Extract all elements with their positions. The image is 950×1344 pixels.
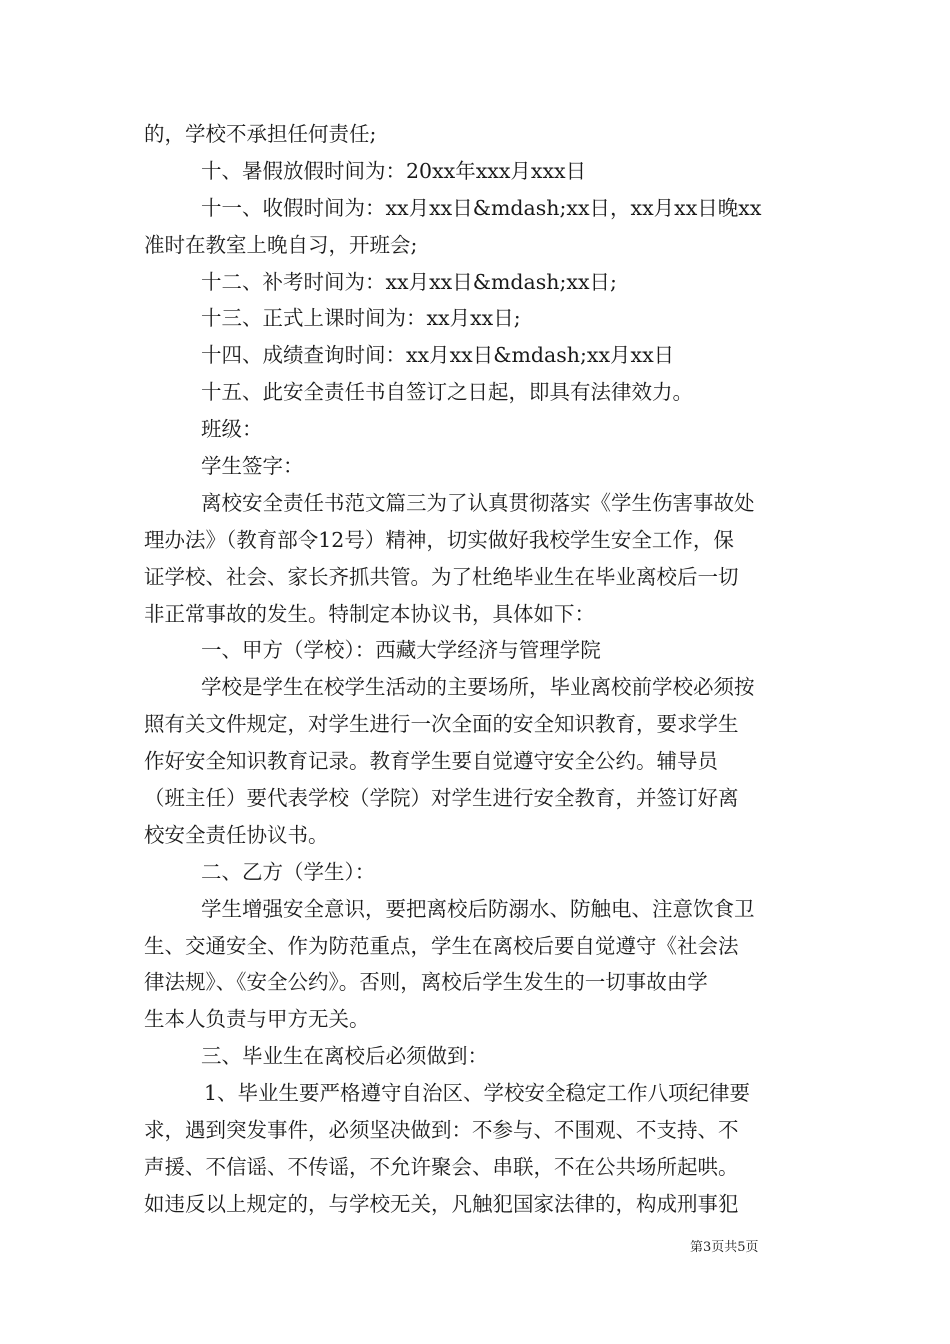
document-body	[144, 116, 812, 1223]
page-footer: 第3页共5页	[690, 1240, 759, 1255]
text-line: 照有关文件规定，对学生进行一次全面的安全知识教育，要求学生	[144, 712, 739, 737]
text-line: 求，遇到突发事件，必须坚决做到：不参与、不围观、不支持、不	[144, 1118, 739, 1143]
text-line: 作好安全知识教育记录。教育学生要自觉遵守安全公约。辅导员	[144, 749, 718, 774]
text-line: 准时在教室上晚自习，开班会;	[144, 232, 418, 257]
text-line: 学生签字：	[201, 454, 304, 479]
text-line: 十一、收假时间为：xx月xx日&mdash;xx日，xx月xx日晚xx	[201, 195, 762, 220]
text-line: 生、交通安全、作为防范重点，学生在离校后要自觉遵守《社会法	[144, 933, 739, 958]
text-line: 二、乙方（学生）：	[201, 859, 376, 884]
text-line: 十三、正式上课时间为：xx月xx日;	[201, 306, 521, 331]
text-line: 十五、此安全责任书自签订之日起，即具有法律效力。	[201, 380, 693, 405]
text-line: 校安全责任协议书。	[144, 822, 329, 847]
text-line: 十、暑假放假时间为：20xx年xxx月xxx日	[201, 158, 587, 183]
text-line: 非正常事故的发生。特制定本协议书，具体如下：	[144, 601, 595, 626]
text-line: 十四、成绩查询时间：xx月xx日&mdash;xx月xx日	[201, 343, 675, 368]
text-line: 证学校、社会、家长齐抓共管。为了杜绝毕业生在毕业离校后一切	[144, 564, 739, 589]
text-line: 1、毕业生要严格遵守自治区、学校安全稳定工作八项纪律要	[204, 1081, 751, 1106]
text-line: 生本人负责与甲方无关。	[144, 1007, 370, 1032]
text-line: 离校安全责任书范文篇三为了认真贯彻落实《学生伤害事故处	[201, 490, 755, 515]
text-line: 的，学校不承担任何责任;	[144, 122, 377, 146]
text-line: 如违反以上规定的，与学校无关，凡触犯国家法律的，构成刑事犯	[144, 1191, 739, 1216]
text-line: 理办法》（教育部令12号）精神，切实做好我校学生安全工作，保	[144, 527, 734, 552]
text-line: 学生增强安全意识，要把离校后防溺水、防触电、注意饮食卫	[201, 896, 755, 921]
text-line: 学校是学生在校学生活动的主要场所，毕业离校前学校必须按	[201, 675, 755, 700]
text-line: 三、毕业生在离校后必须做到：	[201, 1044, 488, 1069]
text-line: 一、甲方（学校）：西藏大学经济与管理学院	[201, 638, 601, 663]
text-line: 班级：	[201, 417, 263, 442]
text-line: （班主任）要代表学校（学院）对学生进行安全教育，并签订好离	[144, 786, 739, 811]
text-line: 律法规》、《安全公约》。否则，离校后学生发生的一切事故由学	[144, 970, 708, 995]
text-line: 声援、不信谣、不传谣，不允许聚会、串联，不在公共场所起哄。	[144, 1154, 739, 1179]
text-line: 十二、补考时间为：xx月xx日&mdash;xx日;	[201, 269, 617, 294]
